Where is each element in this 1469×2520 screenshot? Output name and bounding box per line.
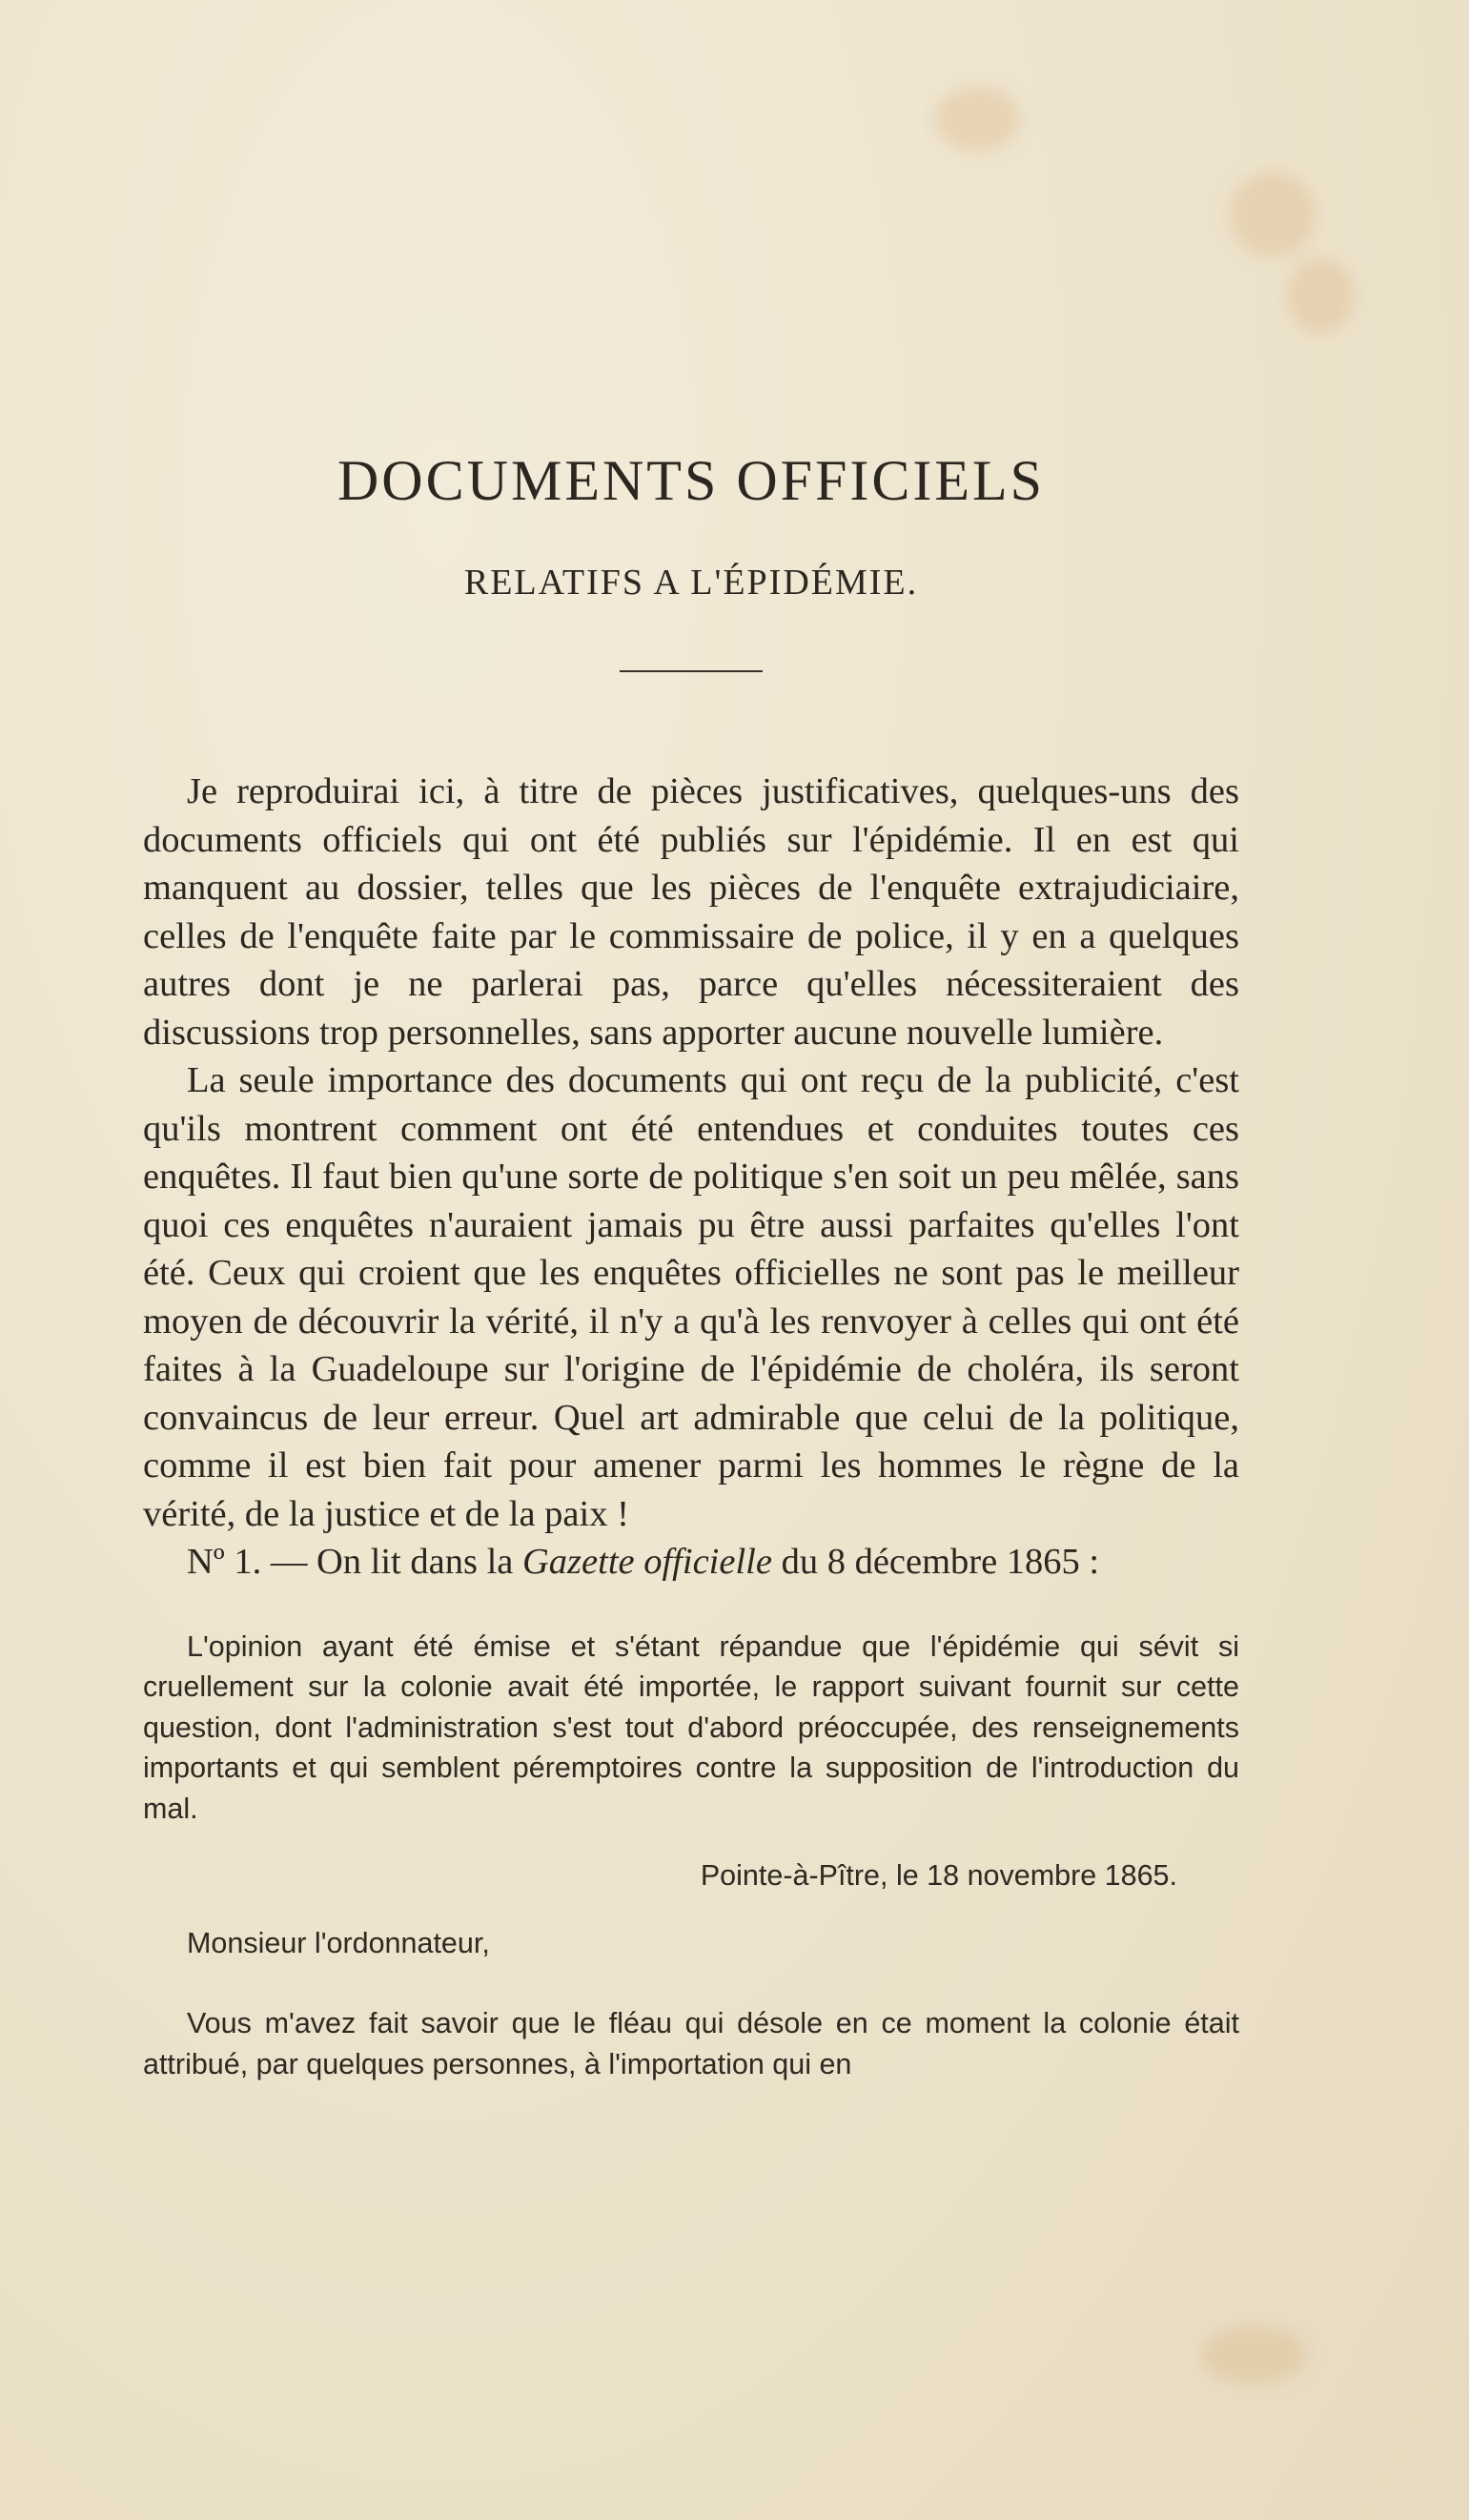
paragraph: Je reproduirai ici, à titre de pièces justificatives, quelques-uns des documents officiels qui ont été publiés sur l'épidémie. Il en est qui manquent au dossier, telles que les pièces de l'enquête extrajudiciaire, celles de l'enquête faite par le commissaire de police, il y en a quelques autres dont je ne parlerai pas, parce qu'elles nécessiteraient des discussions trop personnelles, sans apporter aucune nouvelle lumière. <box>143 771 1239 1053</box>
document-number-line <box>143 1538 1239 1587</box>
salutation: Monsieur l'ordonnateur, <box>187 1926 490 1959</box>
letter-text: Vous m'avez fait savoir que le fléau qui désole en ce moment la colonie était attribué, par quelques personnes, à l'importation qui en <box>143 2007 1239 2080</box>
doc-suffix: du 8 décembre 1865 : <box>771 1542 1100 1582</box>
doc-prefix: Nº 1. — On lit dans la <box>187 1542 522 1582</box>
main-text <box>143 768 1239 1587</box>
paragraph: La seule importance des documents qui ont reçu de la publicité, c'est qu'ils montrent comment ont été entendues et conduites toutes ces enquêtes. Il faut bien qu'une sorte de politique s'en soit un peu mêlée, sans quoi ces enquêtes n'auraient jamais pu être aussi parfaites qu'elles l'ont été. Ceux qui croient que les enquêtes officielles ne sont pas le meilleur moyen de découvrir la vérité, il n'y a qu'à les renvoyer à celles qui ont été faites à la Guadeloupe sur l'origine de l'épidémie de choléra, ils seront convaincus de leur erreur. Quel art admirable que celui de la politique, comme il est bien fait pour amener parmi les hommes le règne de la vérité, de la justice et de la paix ! <box>143 1060 1239 1534</box>
place-date: Pointe-à-Pître, le 18 novembre 1865. <box>700 1859 1177 1892</box>
stain <box>934 86 1020 153</box>
divider <box>620 670 763 672</box>
stain <box>1201 2326 1306 2384</box>
quote-intro: L'opinion ayant été émise et s'étant répandue que l'épidémie qui sévit si cruellement sur la colonie avait été importée, le rapport suivant fournit sur cette question, dont l'administration s'est tout d'abord préoccupée, des renseignements importants et qui semblent péremptoires contre la supposition de l'introduction du mal. <box>143 1629 1239 1825</box>
stain <box>1287 257 1354 334</box>
page-title: DOCUMENTS OFFICIELS <box>337 449 1046 512</box>
stain <box>1230 172 1316 257</box>
quoted-document <box>143 1627 1239 2085</box>
page-subtitle: RELATIFS A L'ÉPIDÉMIE. <box>463 563 919 603</box>
doc-source: Gazette officielle <box>522 1542 772 1582</box>
document-page <box>143 448 1239 2084</box>
